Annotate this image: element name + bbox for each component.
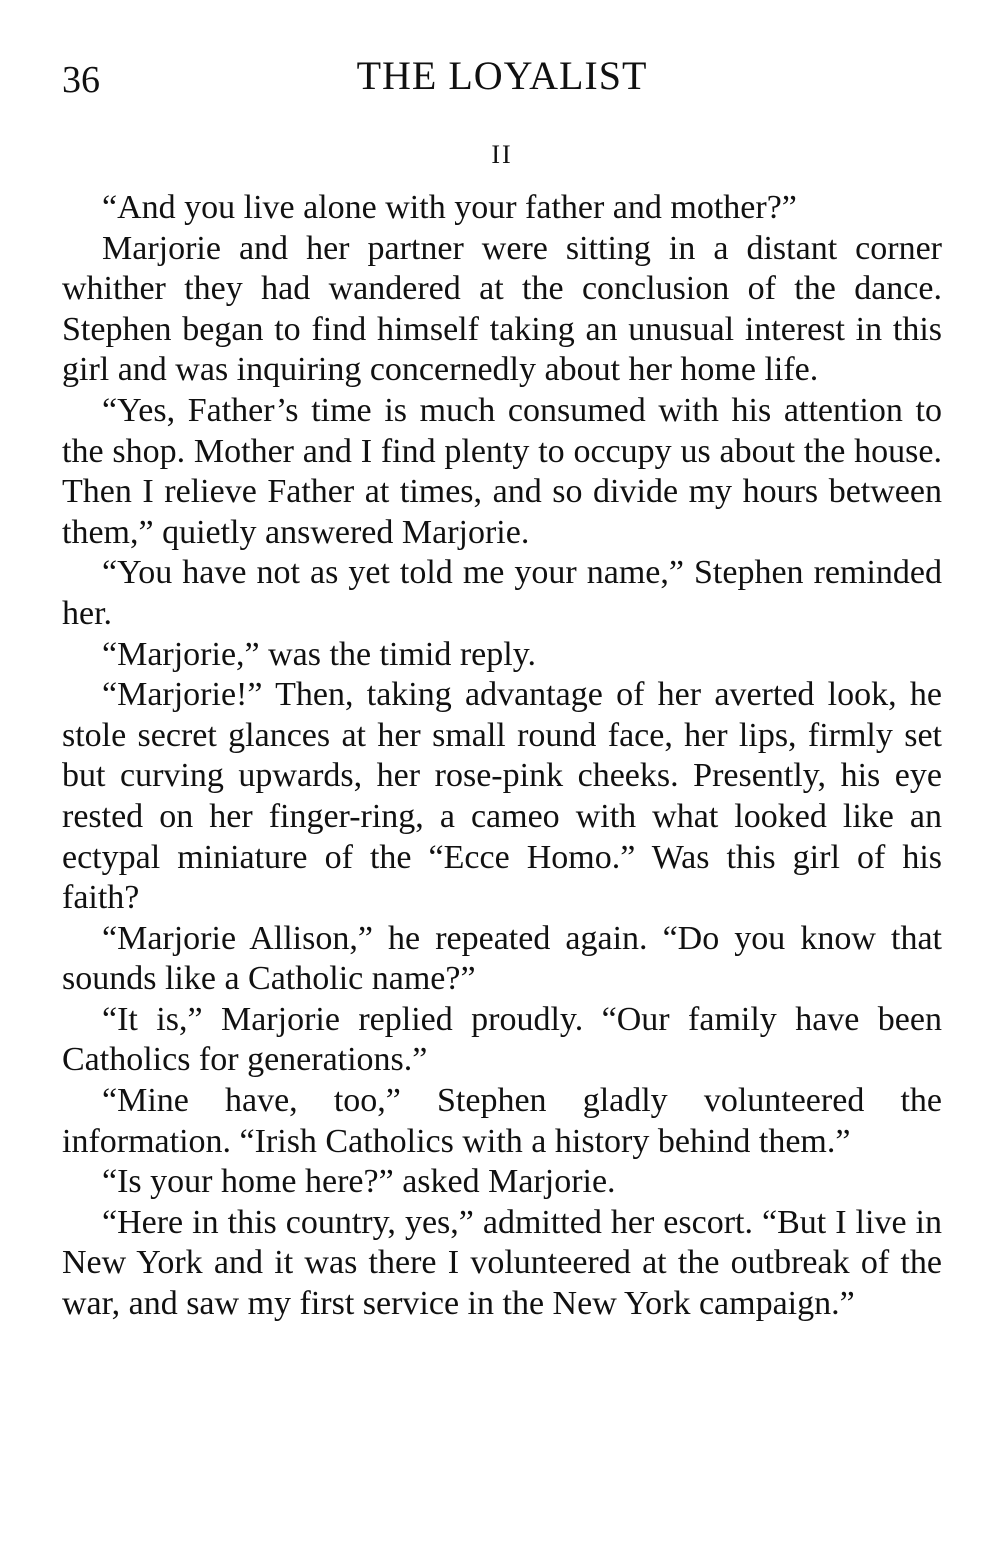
body-text xyxy=(62,188,942,1325)
page-number: 36 xyxy=(62,59,100,101)
paragraph: “Marjorie!” Then, taking advantage of her averted look, he stole secret glances at her small round face, her lips, firmly set but curving upwards, her rose-pink cheeks. Presently, his eye rested on her finger-ring, a cameo with what looked like an ectypal miniature of the “Ecce Homo.” Was this girl of his faith? xyxy=(62,676,942,917)
paragraph: “You have not as yet told me your name,” Stephen reminded her. xyxy=(62,554,942,632)
running-title: THE LOYALIST xyxy=(356,53,648,98)
book-page xyxy=(62,52,942,1325)
paragraph: Marjorie and her partner were sitting in a distant corner whither they had wandered at the conclusion of the dance. Stephen began to find himself taking an unusual interest in this girl and was inquiring concernedly about her home life. xyxy=(62,229,942,389)
page-header xyxy=(62,52,942,112)
paragraph: “Marjorie,” was the timid reply. xyxy=(102,635,536,673)
paragraph: “Marjorie Allison,” he repeated again. “Do you know that sounds like a Catholic name?” xyxy=(62,919,942,998)
paragraph: “Here in this country, yes,” admitted her escort. “But I live in New York and it was there I volunteered at the outbreak of the war, and saw my first service in the New York campaign.” xyxy=(62,1203,942,1323)
paragraph: “Yes, Father’s time is much consumed with his attention to the shop. Mother and I find plenty to occupy us about the house. Then I relieve Father at times, and so divide my hours between them,” quietly answered Marjorie. xyxy=(62,391,942,551)
paragraph: “And you live alone with your father and mother?” xyxy=(102,189,797,226)
paragraph: “It is,” Marjorie replied proudly. “Our family have been Catholics for generations.” xyxy=(62,1000,942,1079)
section-number: II xyxy=(491,140,513,169)
paragraph: “Is your home here?” asked Marjorie. xyxy=(102,1163,616,1201)
paragraph: “Mine have, too,” Stephen gladly volunteered the information. “Irish Catholics with a history behind them.” xyxy=(62,1082,942,1160)
